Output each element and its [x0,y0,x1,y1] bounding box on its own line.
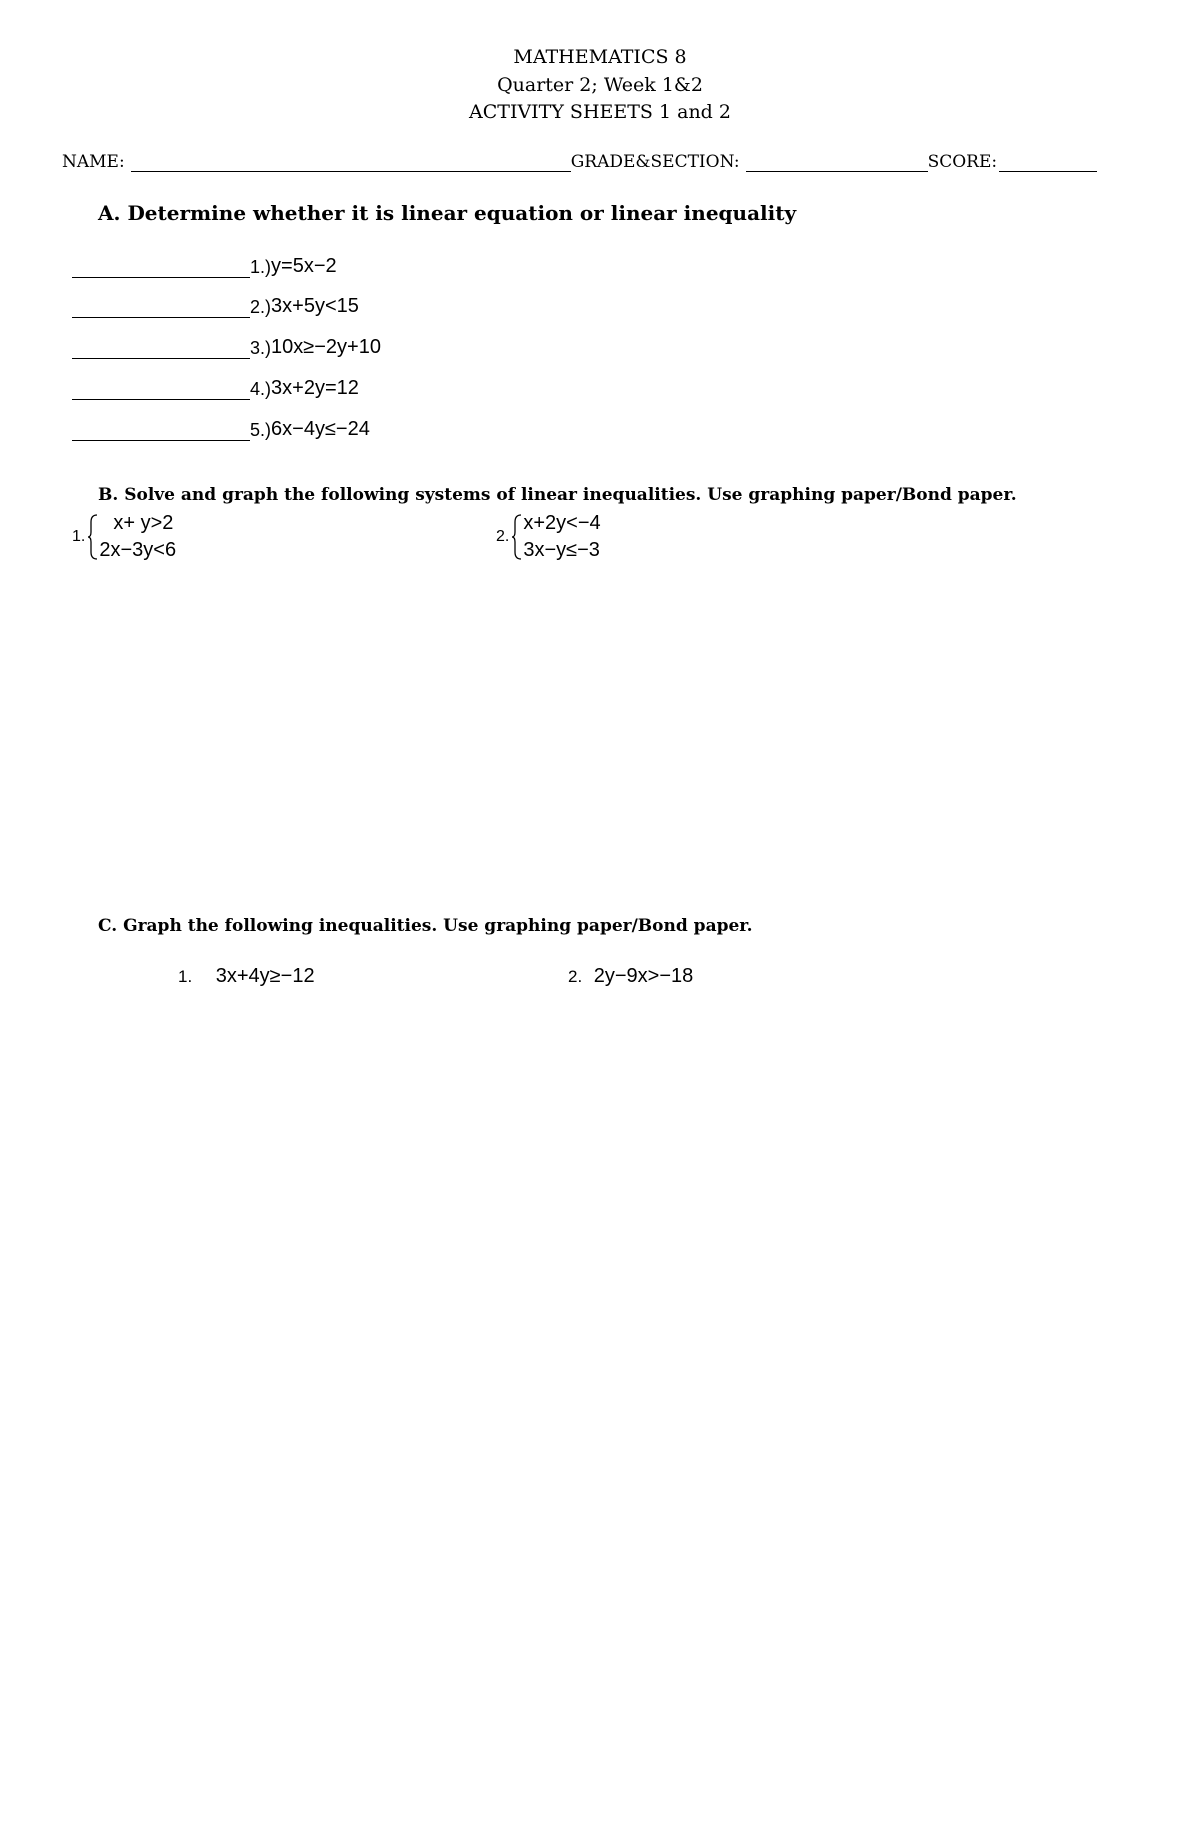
name-label: NAME: [62,152,125,172]
grade-section-blank [746,153,928,172]
section-a-item [72,418,370,441]
inequality-system [496,510,601,564]
name-blank [131,153,571,172]
system-number: 1. [72,528,86,545]
item-expression: 2y−9x>−18 [593,965,694,987]
section-c-item [568,965,693,988]
system-line: x+2y<−4 [523,512,601,534]
inequality-system [72,510,176,564]
section-c-item [178,965,315,988]
score-blank [999,153,1097,172]
left-brace-icon [87,514,99,560]
item-number: 3.) [250,338,272,358]
section-a-item [72,295,359,318]
answer-blank [72,420,250,441]
section-c-title: C. Graph the following inequalities. Use graphing paper/Bond paper. [98,916,753,936]
section-a-item [72,377,359,400]
item-number: 2.) [250,297,272,317]
item-number: 1.) [250,257,272,277]
item-expression: 10x≥−2y+10 [271,336,381,358]
section-a-item [72,255,337,278]
system-line: 2x−3y<6 [99,539,177,561]
period-heading: Quarter 2; Week 1&2 [497,74,703,96]
item-number: 5.) [250,420,272,440]
item-expression: 6x−4y≤−24 [271,418,370,440]
answer-blank [72,297,250,318]
subject-heading: MATHEMATICS 8 [513,46,687,68]
answer-blank [72,257,250,278]
answer-blank [72,379,250,400]
item-number: 1. [178,967,193,986]
item-expression: y=5x−2 [271,255,337,277]
section-a-item [72,336,381,359]
item-number: 2. [568,967,583,986]
answer-blank [72,338,250,359]
section-a-title: A. Determine whether it is linear equation or linear inequality [98,201,797,225]
score-label: SCORE: [927,152,998,172]
item-expression: 3x+5y<15 [271,295,359,317]
item-expression: 3x+2y=12 [271,377,359,399]
section-b-title: B. Solve and graph the following systems of linear inequalities. Use graphing paper/Bond paper. [98,485,1017,505]
item-number: 4.) [250,379,272,399]
left-brace-icon [511,514,523,560]
sheet-title: ACTIVITY SHEETS 1 and 2 [469,101,731,123]
system-line: 3x−y≤−3 [523,539,600,561]
item-expression: 3x+4y≥−12 [215,965,315,987]
grade-section-label: GRADE&SECTION: [570,152,740,172]
system-number: 2. [496,528,510,545]
system-line: x+ y>2 [113,512,174,534]
student-info-row [62,152,1134,172]
